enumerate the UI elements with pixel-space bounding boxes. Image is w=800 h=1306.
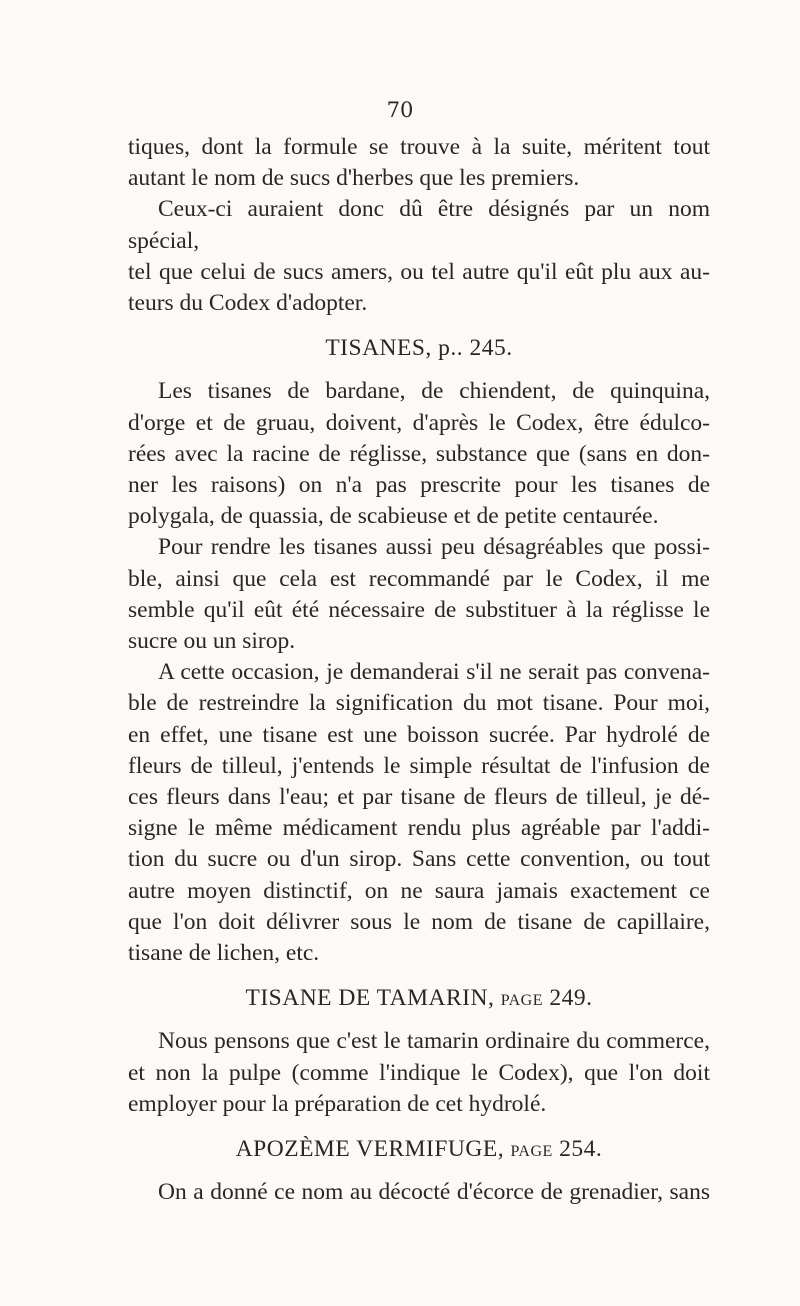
page-number: 70 bbox=[386, 98, 414, 122]
section-heading: TISANE DE TAMARIN, page 249. bbox=[245, 985, 593, 1012]
text-line: en effet, une tisane est une boisson sucrée. Par hydrolé de bbox=[128, 721, 710, 748]
text-line: signe le même médicament rendu plus agréable par l'addi- bbox=[128, 815, 710, 842]
text-line: que l'on doit délivrer sous le nom de tisane de capillaire, bbox=[128, 908, 710, 935]
text-line: autre moyen distinctif, on ne saura jamais exactement ce bbox=[128, 877, 710, 904]
text-line: tion du sucre ou d'un sirop. Sans cette convention, ou tout bbox=[128, 846, 710, 873]
text-line: Ceux-ci auraient donc dû être désignés par un nom spécial, bbox=[128, 196, 710, 254]
text-line: ble de restreindre la signification du mot tisane. Pour moi, bbox=[128, 690, 710, 717]
text-line: fleurs de tilleul, j'entends le simple résultat de l'infusion de bbox=[128, 752, 710, 779]
text-line: tisane de lichen, etc. bbox=[128, 940, 320, 967]
text-line: ces fleurs dans l'eau; et par tisane de fleurs de tilleul, je dé- bbox=[128, 784, 710, 811]
body-text bbox=[128, 132, 710, 1209]
text-line: sucre ou un sirop. bbox=[128, 628, 296, 655]
text-line: On a donné ce nom au décocté d'écorce de grenadier, sans bbox=[158, 1179, 710, 1206]
text-line: teurs du Codex d'adopter. bbox=[128, 290, 368, 317]
text-line: ble, ainsi que cela est recommandé par le Codex, il me bbox=[128, 565, 710, 592]
text-line: ner les raisons) on n'a pas prescrite pour les tisanes de bbox=[128, 472, 710, 499]
text-line: autant le nom de sucs d'herbes que les premiers. bbox=[128, 165, 580, 192]
text-line: d'orge et de gruau, doivent, d'après le Codex, être édulco- bbox=[128, 409, 710, 436]
text-line: Nous pensons que c'est le tamarin ordinaire du commerce, bbox=[158, 1028, 710, 1055]
text-line: tel que celui de sucs amers, ou tel autre qu'il eût plu aux au- bbox=[128, 258, 710, 285]
text-line: tiques, dont la formule se trouve à la suite, méritent tout bbox=[128, 134, 710, 160]
text-line: rées avec la racine de réglisse, substance que (sans en don- bbox=[128, 440, 710, 467]
section-heading: TISANES, p.. 245. bbox=[325, 335, 513, 362]
text-line: et non la pulpe (comme l'indique le Codex), que l'on doit bbox=[128, 1059, 710, 1086]
text-line: A cette occasion, je demanderai s'il ne serait pas convena- bbox=[158, 659, 710, 686]
text-line: semble qu'il eût été nécessaire de substituer à la réglisse le bbox=[128, 596, 710, 623]
text-line: Pour rendre les tisanes aussi peu désagréables que possi- bbox=[158, 534, 710, 561]
text-line: Les tisanes de bardane, de chiendent, de quinquina, bbox=[158, 378, 710, 405]
text-line: polygala, de quassia, de scabieuse et de petite centaurée. bbox=[128, 503, 659, 530]
text-line: employer pour la préparation de cet hydrolé. bbox=[128, 1090, 547, 1117]
section-heading: APOZÈME VERMIFUGE, page 254. bbox=[235, 1136, 603, 1163]
